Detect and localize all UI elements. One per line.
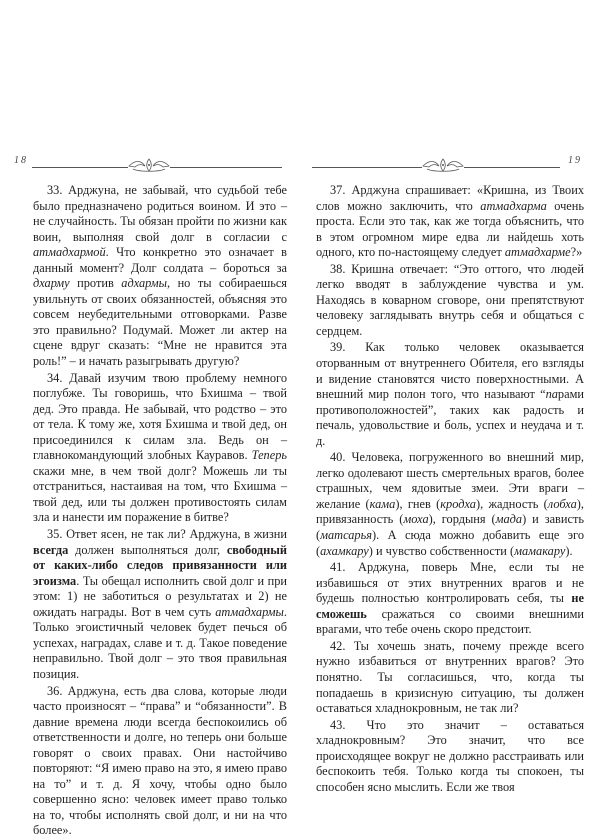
- paragraph: [316, 450, 584, 559]
- left-page: [0, 0, 300, 838]
- header-rule: [464, 167, 560, 168]
- text-run: очень проста. Если это так, как же тогда объяснить, что в этом огромном мире едва ли найдешь хоть одного, кто по-настоящему следует: [316, 198, 584, 260]
- text-run: 33. Арджуна, не забывай, что судьбой тебе было предназначено родиться воином. И это – не случайность. Ты обязан пройти по жизни как воин, выполняя свой долг в согласии с: [33, 183, 287, 244]
- italic-term: кама: [369, 496, 396, 511]
- text-run: 41. Арджуна, поверь Мне, если ты не избавишься от этих внутренних врагов и не будешь полностью контролировать себя, ты: [316, 560, 584, 606]
- text-run: ). А сюда можно добавить еще эго (: [316, 528, 584, 558]
- text-run: сражаться со своими внешними врагами, что тебе очень скоро предстоит.: [316, 606, 584, 637]
- page-number: 18: [14, 155, 28, 166]
- paragraph: [316, 560, 584, 638]
- italic-term: ахамкару: [320, 543, 369, 558]
- text-run: ), гордыня (: [428, 512, 496, 527]
- running-head: [312, 156, 582, 172]
- text-run: ) и чувство собственности (: [368, 543, 515, 558]
- paragraph: [316, 639, 584, 717]
- italic-term: атмадхарме: [504, 245, 571, 260]
- italic-term: адхармы: [121, 276, 167, 291]
- text-run: . Ты обещал исполнить свой долг и при этом: 1) не заботиться о результатах и 2) не ожидать награды. Вот в чем суть: [33, 573, 287, 619]
- italic-term: лобха: [547, 496, 577, 511]
- italic-term: кродха: [440, 496, 476, 511]
- right-page: [300, 0, 600, 794]
- text-run: 35. Ответ ясен, не так ли? Арджуна, в жизни: [47, 527, 287, 542]
- text-run: 42. Ты хочешь знать, почему прежде всего нужно избавиться от внутренних врагов? Это понятно. Ты согласишься, что, когда ты попадаешь в кризисную ситуацию, ты должен оставаться хладнокровным, не так ли?: [316, 638, 584, 716]
- italic-term: па: [545, 387, 558, 402]
- ornament-icon: [421, 157, 465, 173]
- bold-emphasis: свободный от каких-либо следов привязанности или эгоизма: [33, 542, 287, 588]
- text-run: против: [69, 276, 122, 291]
- text-run: рами противоположностей”, таких как радость и печаль, удовольствие и боль, успех и неудача и т. д.: [316, 387, 584, 448]
- text-run: ), гнев (: [395, 496, 441, 511]
- text-run: 34. Давай изучим твою проблему немного поглубже. Ты говоришь, что Бхишма – твой дед. Это правда. Не забывай, что родство – это от тела. К тому же, хотя Бхишма и твой дед, он присоединился к силам зла. Ведь он – главнокомандующий злобных Кауравов.: [33, 370, 287, 463]
- paragraph: [33, 371, 287, 526]
- header-rule: [32, 167, 128, 168]
- text-run: 39. Как только человек оказывается оторванным от внутреннего Обителя, его взгляды и видение становятся чисто поверхностными. А внешний мир полон того, что называют “: [316, 340, 584, 402]
- page-number: 19: [568, 155, 582, 166]
- paragraph: [33, 183, 287, 370]
- text-run: 43. Что это значит – оставаться хладнокровным? Это значит, что все происходящее вокруг не должно расстраивать или беспокоить тебя. Только когда ты спокоен, ты способен ясно мыслить. Если же твоя: [316, 717, 584, 794]
- text-run: . Только эгоистичный человек будет печься об успехах, наградах, славе и т. д. Такое поведение неправильно. Твой долг – это твоя правильная позиция.: [33, 604, 287, 681]
- italic-term: мамакару: [514, 543, 566, 558]
- italic-term: моха: [403, 512, 429, 527]
- italic-term: атмадхарма: [480, 198, 547, 213]
- paragraph: [316, 183, 584, 261]
- italic-term: мада: [495, 512, 523, 527]
- text-run: , но ты собираешься увильнуть от своих обязанностей, объясняя это совсем неубедительными отговорками. Разве это правильно? Подумай. Может ли актер на сцене вдруг сказать: “Мне не нравится эта роль!” – и начать разыгрывать другую?: [33, 276, 287, 369]
- bold-emphasis: всегда: [33, 542, 69, 557]
- italic-term: атмадхармы: [215, 604, 284, 619]
- bold-emphasis: не сможешь: [316, 591, 584, 621]
- italic-term: Теперь: [251, 448, 287, 463]
- italic-term: дхарму: [33, 276, 70, 291]
- text-run: ?»: [570, 245, 583, 260]
- italic-term: матсарья: [320, 528, 372, 543]
- running-head: [14, 156, 284, 172]
- ornament-icon: [127, 157, 171, 173]
- body-text: [33, 183, 287, 840]
- paragraph: [316, 718, 584, 796]
- header-rule: [312, 167, 422, 168]
- text-run: должен выполняться долг,: [68, 542, 227, 557]
- text-run: ).: [565, 543, 573, 558]
- text-run: 37. Арджуна спрашивает: «Кришна, из Твоих слов можно заключить, что: [316, 183, 584, 213]
- text-run: 40. Человека, погруженного во внешний мир, легко одолевают шесть смертельных врагов, более страшных, чем ядовитые змеи. Эти враги – желание (: [316, 450, 584, 511]
- text-run: ) и зависть (: [316, 512, 584, 543]
- paragraph: [316, 340, 584, 449]
- text-run: ), привязанность (: [316, 496, 584, 527]
- text-run: скажи мне, в чем твой долг? Можешь ли ты отстраниться, настаивая на том, что Бхишма – твой дед, или ты должен противостоять силам зла и нанести им поражение в битве?: [33, 463, 287, 525]
- text-run: ), жадность (: [475, 496, 548, 511]
- text-run: 36. Арджуна, есть два слова, которые люди часто произносят – “права” и “обязанности”. В давние времена люди всегда беспокоились об ответственности и долге, но теперь они больше говорят о своих правах. Они настойчиво повторяют: “Я имею право на это, я имею право на то” и т. д. Я хочу, чтобы одно было совершенно ясно: человек имеет право только на то, чтобы исполнять свой долг, и ни на что более».: [33, 683, 287, 838]
- header-rule: [170, 167, 282, 168]
- text-run: 38. Кришна отвечает: “Это оттого, что людей легко вводят в заблуждение чувства и ум. Находясь в коварном сговоре, они препятствуют человеку заглядывать внутрь себя и общаться с сердцем.: [316, 261, 584, 338]
- paragraph: [33, 527, 287, 682]
- body-text: [316, 183, 584, 796]
- italic-term: атмадхармой: [33, 245, 106, 260]
- paragraph: [33, 684, 287, 839]
- paragraph: [316, 262, 584, 340]
- text-run: . Что конкретно это означает в данный момент? Долг солдата – бороться за: [33, 245, 287, 275]
